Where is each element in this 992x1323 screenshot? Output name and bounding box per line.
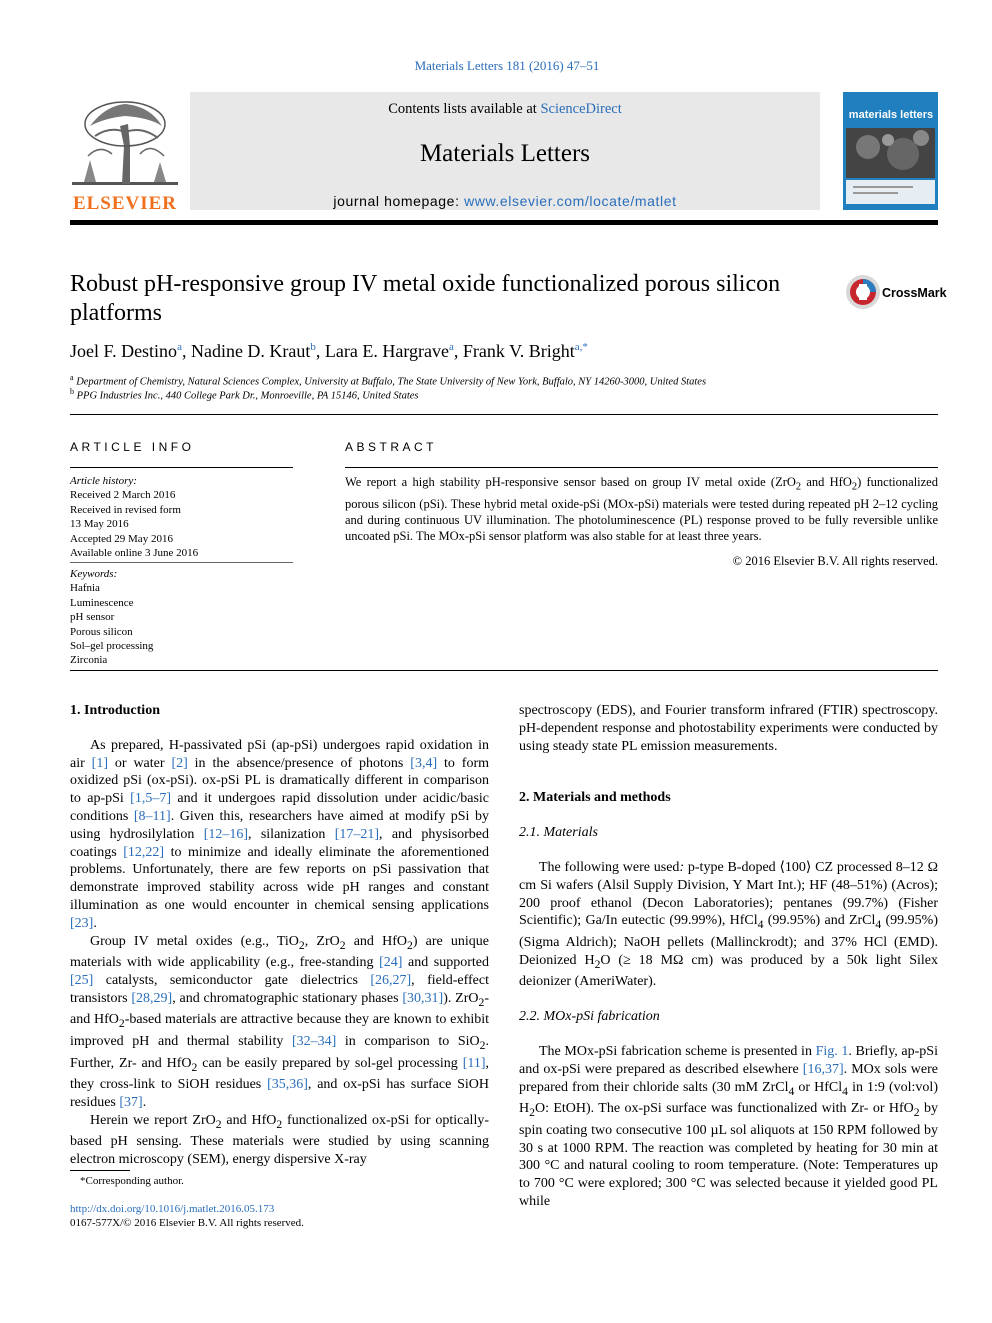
section-heading: 1. Introduction (70, 703, 160, 718)
reference-link[interactable]: [23] (70, 915, 94, 931)
corresponding-note (80, 1175, 184, 1187)
affiliation-b (70, 387, 419, 402)
keyword: pH sensor (70, 611, 115, 624)
corresponding-text: Corresponding author. (85, 1175, 184, 1187)
crossmark-label[interactable]: CrossMark (882, 286, 947, 300)
divider (70, 562, 293, 563)
reference-link[interactable]: [1] (91, 755, 108, 771)
history-item: Accepted 29 May 2016 (70, 532, 173, 545)
author-affiliation-mark[interactable]: a (177, 341, 182, 353)
author-name[interactable]: Frank V. Bright (462, 341, 575, 361)
author-list: Joel F. Destino$^a$, Nadine D. Kraut$^b$, Lara E. Hargrave$^a$, Frank V. Bright$^{a,*}$ (70, 341, 588, 361)
figure-link[interactable]: Fig. 1 (815, 1043, 849, 1059)
elsevier-tree-icon (70, 96, 180, 192)
reference-link[interactable]: [35,36] (267, 1077, 308, 1093)
subsection-heading: 2.1. Materials (519, 825, 598, 841)
abstract-heading: ABSTRACT (345, 440, 438, 454)
paragraph: Herein we report ZrO$_2$ and HfO$_2$ functionalized ox-pSi for optically-based pH sensing. These materials were studied by using scanning electron microscopy (SEM), energy dispersive X-ray (70, 1112, 489, 1168)
keyword: Zirconia (70, 654, 108, 667)
contents-line (190, 101, 820, 118)
contents-prefix: Contents lists available at (388, 101, 537, 117)
journal-title: Materials Letters (419, 140, 591, 167)
keywords-label: Keywords: (70, 568, 118, 580)
history-label: Article history: (70, 475, 137, 487)
reference-link[interactable]: [16,37] (802, 1061, 844, 1077)
reference-link[interactable]: [17–21] (334, 826, 380, 842)
history-item: 13 May 2016 (70, 518, 129, 531)
left-column (70, 702, 489, 1169)
affiliation-a (70, 373, 706, 388)
publisher-name: ELSEVIER (72, 193, 178, 214)
right-column (519, 702, 938, 1211)
history-item: Received in revised form (70, 503, 181, 516)
affiliation-text: PPG Industries Inc., 440 College Park Dr., Monroeville, PA 15146, United States (76, 390, 419, 402)
reference-link[interactable]: [1,5–7] (130, 791, 171, 807)
reference-link[interactable]: [32–34] (291, 1033, 337, 1049)
history-item: Available online 3 June 2016 (70, 547, 199, 560)
sciencedirect-link[interactable]: ScienceDirect (540, 101, 622, 117)
history-item: Received 2 March 2016 (70, 489, 176, 502)
reference-link[interactable]: [12,22] (123, 844, 165, 860)
doi-link[interactable]: http://dx.doi.org/10.1016/j.matlet.2016.05.173 (70, 1203, 275, 1215)
keyword: Porous silicon (70, 625, 133, 638)
divider (70, 467, 293, 468)
paragraph: spectroscopy (EDS), and Fourier transform infrared (FTIR) spectroscopy. pH-dependent response and photostability experiments were conducted by using steady state PL emission measurements. (519, 703, 938, 754)
header-rule (70, 220, 938, 225)
cover-title: materials letters (848, 109, 934, 121)
paragraph: The following were used: p-type B-doped ⟨100⟩ CZ processed 8–12 Ω cm Si wafers (Alsil Supply Division, Y Mart Int.); HF (48–51%) (Acros); 200 proof ethanol (Decon Laboratories); pentanes (99.7%) (Fisher Scientific); Ga/In eutectic (99.99%), HfCl$_4$ (99.95%) and ZrCl$_4$ (99.95%) (Sigma Aldrich); NaOH pellets (Mallinckrodt); and 37% HCl (EMD). Deionized $H_2O$ (≥ 18 MΩ cm) was produced by a 50k light Silex deionizer (AmeriWater). (519, 859, 938, 990)
keyword: Sol–gel processing (70, 640, 154, 653)
keywords (70, 567, 293, 668)
keyword: Luminescence (70, 596, 134, 609)
article-title: Robust pH-responsive group IV metal oxide functionalized porous silicon platforms (70, 271, 781, 326)
article-history (70, 474, 293, 560)
reference-link[interactable]: [2] (171, 755, 188, 771)
author-affiliation-mark[interactable]: a (449, 341, 454, 353)
reference-link[interactable]: [28,29] (131, 990, 173, 1006)
reference-link[interactable]: [37] (119, 1094, 143, 1110)
copyright: © 2016 Elsevier B.V. All rights reserved. (732, 554, 938, 568)
author-name[interactable]: Joel F. Destino (70, 341, 178, 361)
homepage-prefix: journal homepage: (333, 193, 460, 209)
elsevier-logo (70, 96, 180, 192)
affiliation-mark: b (70, 387, 74, 396)
author-name[interactable]: Lara E. Hargrave (324, 341, 450, 361)
reference-link[interactable]: [11] (462, 1055, 486, 1071)
crossmark-badge[interactable] (845, 274, 881, 310)
author-affiliation-mark[interactable]: a,* (574, 341, 588, 353)
paragraph: The MOx-pSi fabrication scheme is presented in Fig. 1. Briefly, ap-pSi and ox-pSi were prepared as described elsewhere [16,37]. MOx sols were prepared from their chloride salts (30 mM ZrCl$_4$ or HfCl$_4$ in 1:9 (vol:vol) $H_2O$: EtOH). The ox-pSi surface was functionalized with Zr- or HfO$_2$ by spin coating two consecutive 100 µL sol aliquots at 150 RPM followed by 30 s at 1000 RPM. The reaction was completed by heating for 30 min at 300 °C and natural cooling to room temperature. (Note: Temperatures up to 700 °C were explored; 300 °C was selected because it yielded good PL while (519, 1043, 939, 1209)
journal-citation[interactable]: Materials Letters 181 (2016) 47–51 (414, 58, 600, 73)
subsection-heading: 2.2. MOx-pSi fabrication (519, 1009, 660, 1025)
journal-homepage (190, 193, 820, 209)
divider (345, 467, 938, 468)
abstract-text: We report a high stability pH-responsive sensor based on group IV metal oxide (ZrO$_2$ and HfO$_2$) functionalized porous silicon (pSi). These hybrid metal oxide-pSi (MOx-pSi) materials were tested during repeated pH 2–12 cycling and during continuous UV illumination. The photoluminescence (PL) response proved to be fully reversible unlike uncoated pSi. The MOx-pSi sensor platform was also stable for at least three years. (345, 475, 938, 543)
reference-link[interactable]: [25] (70, 972, 94, 988)
reference-link[interactable]: [8–11] (133, 808, 171, 824)
reference-link[interactable]: [30,31] (402, 990, 444, 1006)
reference-link[interactable]: [24] (379, 955, 403, 971)
author-affiliation-mark[interactable]: b (310, 341, 316, 353)
paragraph: As prepared, H-passivated pSi (ap-pSi) undergoes rapid oxidation in air [1] or water [2] in the absence/presence of photons [3,4] to form oxidized pSi (ox-pSi). ox-pSi PL is dramatically different in comparison to ap-pSi [1,5–7] and it undergoes rapid dissolution under acidic/basic conditions [8–11]. Given this, researchers have aimed at modify pSi by using hydrosilylation [12–16], silanization [17–21], and physisorbed coatings [12,22] to minimize and ideally eliminate the aforementioned problems. Unfortunately, there are few reports on pSi passivation that demonstrate improved stability across wide pH ranges and constant illumination as one would encounter in chemical sensing applications [23]. (70, 737, 490, 931)
keyword: Hafnia (70, 582, 100, 595)
reference-link[interactable]: [12–16] (203, 826, 249, 842)
affiliation-text: Department of Chemistry, Natural Sciences Complex, University at Buffalo, The State University of New York, Buffalo, NY 14260-3000, United States (76, 376, 707, 388)
paragraph: Group IV metal oxides (e.g., TiO$_2$, ZrO$_2$ and HfO$_2$) are unique materials with wide applicability (e.g., free-standing [24] and supported [25] catalysts, semiconductor gate dielectrics [26,27], field-effect transistors [28,29], and chromatographic stationary phases [30,31]). ZrO$_2$- and HfO$_2$-based materials are attractive because they are known to exhibit improved pH and thermal stability [32–34] in comparison to SiO$_2$. Further, Zr- and HfO$_2$ can be easily prepared by sol-gel processing [11], they cross-link to SiOH residues [35,36], and ox-pSi has surface SiOH residues [37]. (70, 933, 490, 1110)
reference-link[interactable]: [26,27] (370, 972, 412, 988)
reference-link[interactable]: [3,4] (410, 755, 438, 771)
homepage-link[interactable]: www.elsevier.com/locate/matlet (464, 193, 677, 209)
article-info-heading: ARTICLE INFO (70, 440, 195, 454)
issn-line: 0167-577X/© 2016 Elsevier B.V. All rights reserved. (70, 1217, 304, 1229)
section-heading: 2. Materials and methods (519, 790, 671, 806)
author-name[interactable]: Nadine D. Kraut (190, 341, 311, 361)
divider (70, 670, 938, 671)
footnote-mark: * (80, 1175, 86, 1187)
divider (70, 414, 938, 415)
crossmark-icon (845, 274, 881, 310)
footnote-rule (70, 1170, 130, 1171)
affiliation-mark: a (70, 373, 74, 382)
